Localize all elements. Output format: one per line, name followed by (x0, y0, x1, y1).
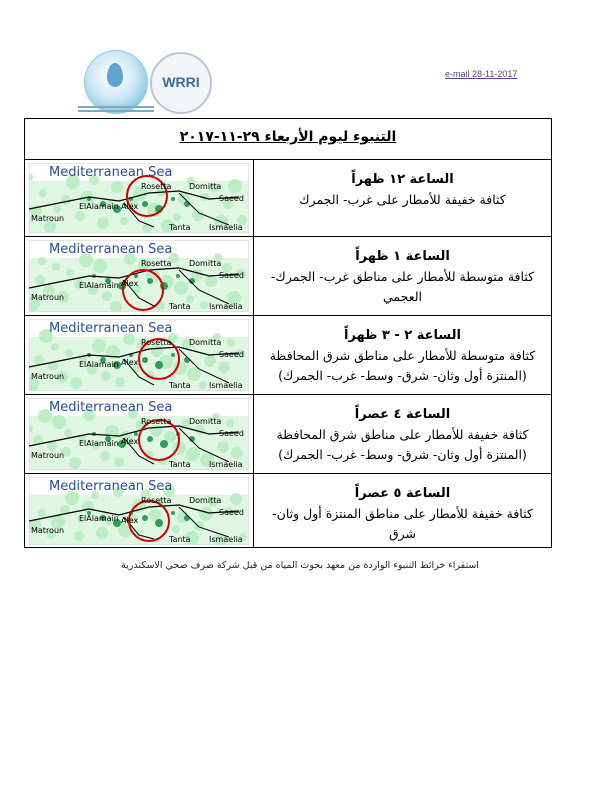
map-label-isma: Ismaelia (209, 223, 243, 232)
map-label-sea: Mediterranean Sea (49, 479, 173, 494)
map-label-saeed: Saeed (219, 350, 244, 359)
map-label-rosetta: Rosetta (141, 417, 172, 426)
rain-map (29, 240, 249, 312)
rain-cell (184, 201, 190, 207)
footer-note: استقراء خرائط التنبوء الواردة من معهد بحوث المياه من قبل شركة صرف صحي الاسكندرية (121, 560, 479, 571)
forecast-time: الساعة ١ ظهراً (355, 249, 450, 264)
forecast-time: الساعة ١٢ ظهراً (351, 172, 454, 187)
rain-cell (147, 436, 153, 442)
map-label-tanta: Tanta (169, 302, 191, 311)
forecast-description: كثافة متوسطة للأمطار على مناطق غرب- الجمرك- العجمي (270, 269, 535, 304)
rain-map (29, 319, 249, 391)
rain-map (29, 477, 249, 545)
logo-caption-lines (78, 104, 154, 114)
rain-cell (176, 274, 180, 278)
map-label-matroun: Matroun (31, 293, 65, 302)
forecast-text-cell (254, 160, 551, 236)
forecast-title: التنبوء ليوم الأربعاء ٢٩-١١-٢٠١٧ (179, 129, 397, 145)
table-title-row (25, 119, 551, 160)
map-label-domitta: Domitta (189, 259, 222, 268)
forecast-table (24, 118, 552, 548)
map-label-elalamain: ElAlamain (79, 514, 119, 523)
map-label-alex: Alex (121, 516, 139, 525)
map-label-sea: Mediterranean Sea (49, 400, 173, 415)
map-label-alex: Alex (121, 437, 139, 446)
map-label-matroun: Matroun (31, 451, 65, 460)
map-label-elalamain: ElAlamain (79, 360, 119, 369)
map-label-rosetta: Rosetta (141, 496, 172, 505)
rain-cell (142, 357, 148, 363)
forecast-text-cell (254, 395, 551, 473)
forecast-description: كثافة خفيفة للأمطار على مناطق شرق المحافظة (المنتزة أول وثان- شرق- وسط- غرب- الجمرك) (276, 427, 529, 462)
forecast-description: كثافة متوسطة للأمطار على مناطق شرق المحافظة (المنتزة أول وثان- شرق- وسط- غرب- الجمرك) (269, 348, 536, 383)
rain-cell (171, 353, 175, 357)
forecast-text-cell (254, 316, 551, 394)
map-label-domitta: Domitta (189, 338, 222, 347)
forecast-time: الساعة ٢ - ٣ ظهراً (344, 328, 461, 343)
rain-map (29, 398, 249, 470)
map-label-tanta: Tanta (169, 535, 191, 544)
map-label-saeed: Saeed (219, 429, 244, 438)
forecast-row (25, 316, 551, 395)
map-label-isma: Ismaelia (209, 381, 243, 390)
forecast-text-cell (254, 237, 551, 315)
rain-map-image (29, 319, 249, 391)
map-label-domitta: Domitta (189, 496, 222, 505)
email-date-link[interactable]: e-mail 28-11-2017 (445, 69, 518, 79)
rain-cell (142, 515, 148, 521)
rain-cell (184, 357, 190, 363)
map-label-matroun: Matroun (31, 372, 65, 381)
map-label-tanta: Tanta (169, 381, 191, 390)
forecast-row (25, 160, 551, 237)
map-label-matroun: Matroun (31, 526, 65, 535)
rain-cell (134, 274, 138, 278)
rain-cell (171, 511, 175, 515)
rain-cell (134, 432, 138, 436)
map-label-elalamain: ElAlamain (79, 281, 119, 290)
map-label-rosetta: Rosetta (141, 259, 172, 268)
map-label-alex: Alex (121, 202, 139, 211)
map-label-domitta: Domitta (189, 182, 222, 191)
forecast-time: الساعة ٤ عصراً (354, 407, 451, 422)
rain-map-image (29, 398, 249, 470)
rain-cell (155, 361, 163, 369)
map-label-elalamain: ElAlamain (79, 202, 119, 211)
map-label-tanta: Tanta (169, 223, 191, 232)
map-label-sea: Mediterranean Sea (49, 242, 173, 257)
forecast-row (25, 395, 551, 474)
map-label-domitta: Domitta (189, 417, 222, 426)
rain-map-image (29, 477, 249, 545)
rain-cell (184, 515, 190, 521)
rain-cell (155, 519, 163, 527)
forecast-text-cell (254, 474, 551, 548)
wrri-logo-text: WRRI (162, 74, 200, 90)
map-label-alex: Alex (121, 358, 139, 367)
map-label-isma: Ismaelia (209, 302, 243, 311)
forecast-time: الساعة ٥ عصراً (354, 486, 451, 501)
map-label-tanta: Tanta (169, 460, 191, 469)
forecast-row (25, 237, 551, 316)
map-label-rosetta: Rosetta (141, 338, 172, 347)
map-label-matroun: Matroun (31, 214, 65, 223)
map-label-isma: Ismaelia (209, 460, 243, 469)
map-label-alex: Alex (121, 279, 139, 288)
forecast-description: كثافة خفيفة للأمطار على غرب- الجمرك (299, 192, 506, 207)
map-label-saeed: Saeed (219, 271, 244, 280)
rain-cell (147, 278, 153, 284)
rain-map (29, 163, 249, 233)
rain-map-image (29, 163, 249, 233)
map-label-isma: Ismaelia (209, 535, 243, 544)
map-label-saeed: Saeed (219, 194, 244, 203)
rain-cell (160, 440, 168, 448)
map-label-sea: Mediterranean Sea (49, 165, 173, 180)
forecast-row (25, 474, 551, 548)
water-drop-icon (107, 63, 123, 87)
wrri-logo (150, 52, 212, 114)
rain-cell (171, 197, 175, 201)
map-label-elalamain: ElAlamain (79, 439, 119, 448)
forecast-description: كثافة خفيفة للأمطار على مناطق المنتزة أول وثان- شرق (272, 506, 533, 541)
rain-map-image (29, 240, 249, 312)
map-label-saeed: Saeed (219, 508, 244, 517)
rain-cell (142, 201, 148, 207)
map-label-rosetta: Rosetta (141, 182, 172, 191)
map-label-sea: Mediterranean Sea (49, 321, 173, 336)
